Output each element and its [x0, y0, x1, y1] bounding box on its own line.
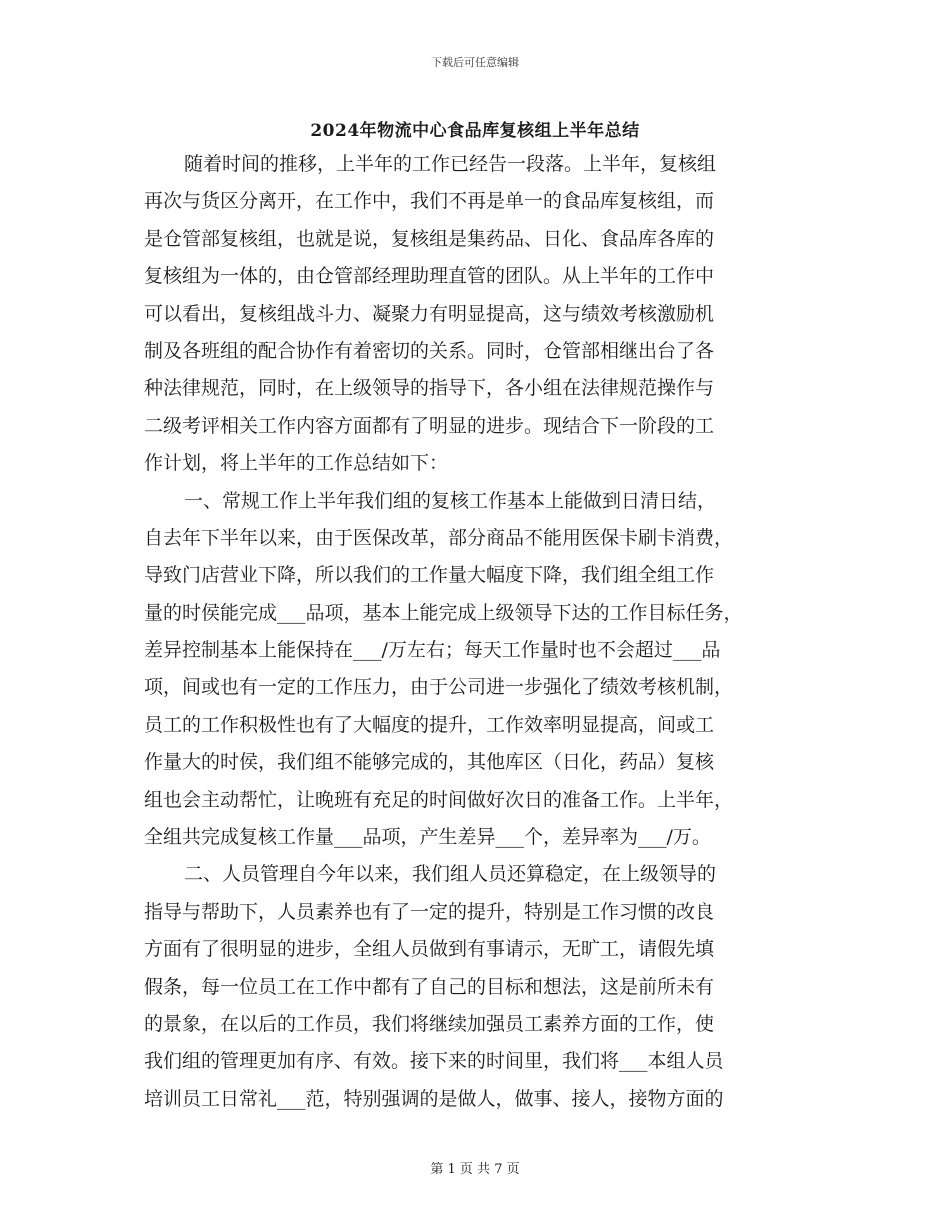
body-line: 导致门店营业下降，所以我们的工作量大幅度下降，我们组全组工作 [144, 564, 715, 587]
body-line: 可以看出，复核组战斗力、凝聚力有明显提高，这与绩效考核激励机 [144, 302, 715, 325]
body-line: 员工的工作积极性也有了大幅度的提升，工作效率明显提高，间或工 [144, 713, 715, 736]
body-line: 制及各班组的配合协作有着密切的关系。同时，仓管部相继出台了各 [144, 339, 715, 362]
body-line: 组也会主动帮忙，让晚班有充足的时间做好次日的准备工作。上半年， [144, 788, 734, 811]
body-line: 假条，每一位员工在工作中都有了自己的目标和想法，这是前所未有 [144, 975, 715, 998]
body-line: 作计划，将上半年的工作总结如下： [144, 452, 449, 475]
body-line: 一、常规工作上半年我们组的复核工作基本上能做到日清日结， [184, 489, 717, 512]
document-body [144, 146, 814, 1118]
body-line: 培训员工日常礼___范，特别强调的是做人，做事、接人，接物方面的 [144, 1087, 724, 1110]
body-line: 作量大的时侯，我们组不能够完成的，其他库区（日化，药品）复核 [144, 751, 715, 774]
body-line: 方面有了很明显的进步，全组人员做到有事请示，无旷工，请假先填 [144, 938, 715, 961]
header-note: 下载后可任意编辑 [431, 56, 519, 69]
body-line: 再次与货区分离开，在工作中，我们不再是单一的食品库复核组，而 [144, 190, 715, 213]
body-line: 自去年下半年以来，由于医保改革，部分商品不能用医保卡刷卡消费， [144, 526, 734, 549]
body-line: 我们组的管理更加有序、有效。接下来的时间里，我们将___本组人员 [144, 1050, 724, 1073]
page-footer: 第 1 页 共 7 页 [430, 1162, 520, 1177]
body-line: 复核组为一体的，由仓管部经理助理直管的团队。从上半年的工作中 [144, 265, 715, 288]
body-line: 量的时侯能完成___品项，基本上能完成上级领导下达的工作目标任务， [144, 601, 743, 624]
body-line: 二、人员管理自今年以来，我们组人员还算稳定，在上级领导的 [184, 863, 717, 886]
body-line: 随着时间的推移，上半年的工作已经告一段落。上半年，复核组 [184, 153, 717, 175]
body-line: 的景象，在以后的工作员，我们将继续加强员工素养方面的工作，使 [144, 1012, 715, 1035]
body-line: 项，间或也有一定的工作压力，由于公司进一步强化了绩效考核机制， [144, 676, 734, 699]
body-line: 全组共完成复核工作量___品项，产生差异___个，差异率为___/万。 [144, 826, 711, 849]
body-line: 种法律规范，同时，在上级领导的指导下，各小组在法律规范操作与 [144, 377, 715, 400]
body-line: 差异控制基本上能保持在___/万左右；每天工作量时也不会超过___品 [144, 639, 721, 662]
body-line: 二级考评相关工作内容方面都有了明显的进步。现结合下一阶段的工 [144, 414, 715, 437]
body-line: 是仓管部复核组，也就是说，复核组是集药品、日化、食品库各库的 [144, 227, 715, 250]
body-line: 指导与帮助下，人员素养也有了一定的提升，特别是工作习惯的改良 [144, 900, 715, 923]
document-title: 2024年物流中心食品库复核组上半年总结 [310, 121, 640, 141]
